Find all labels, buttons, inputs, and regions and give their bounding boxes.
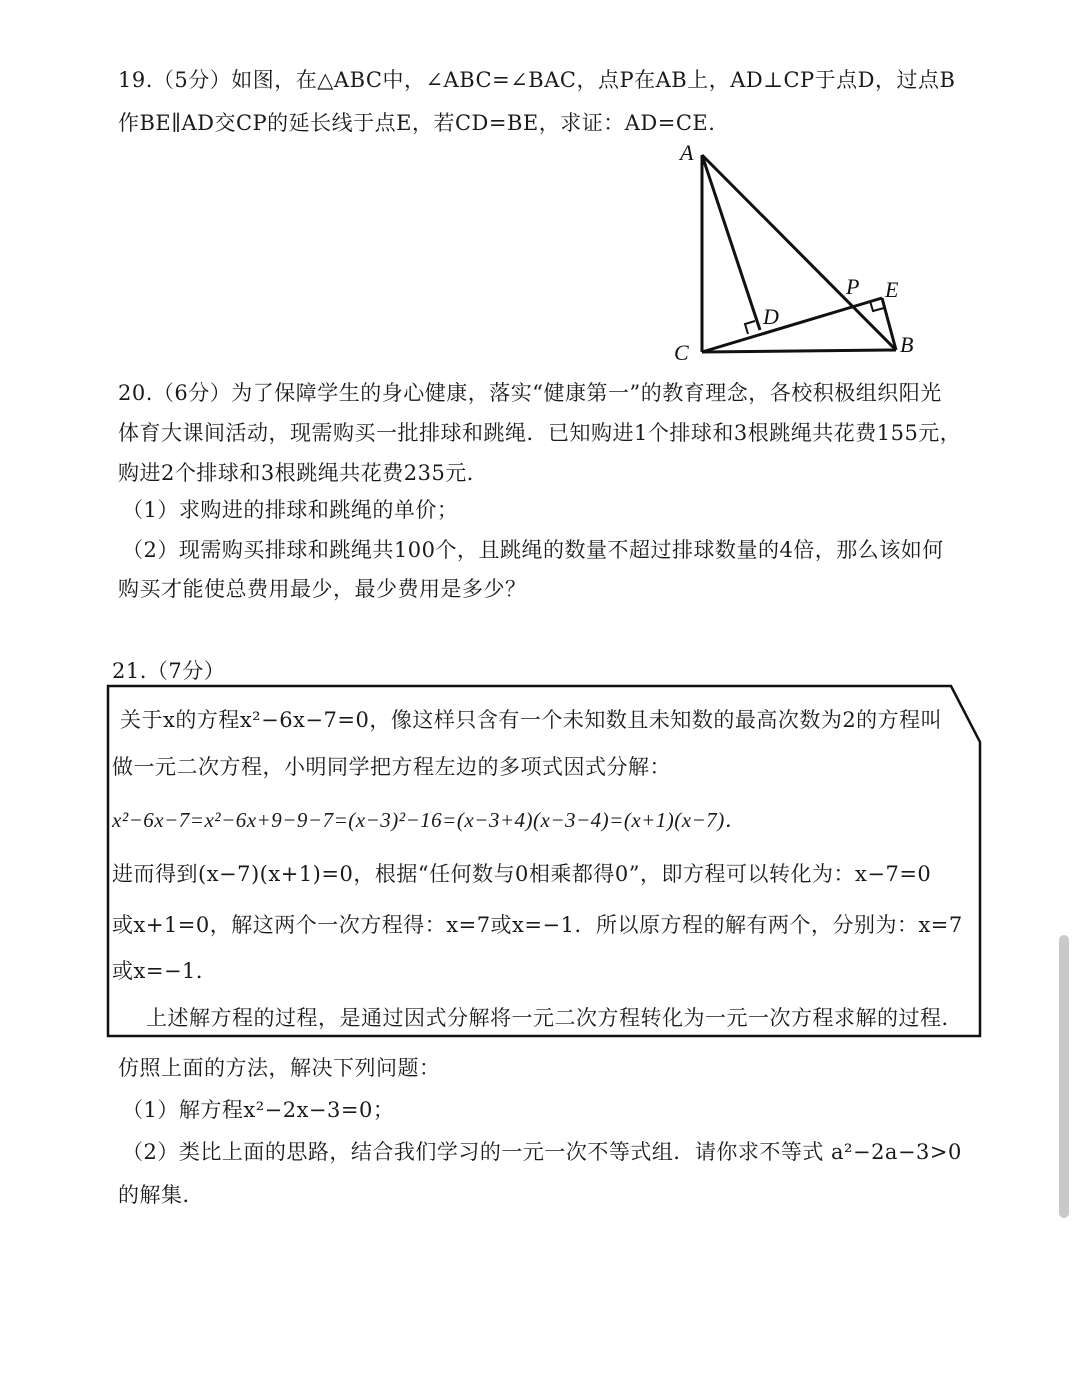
scrollbar-thumb[interactable] [1059, 935, 1069, 1218]
q21-box-line-3: x²−6x−7=x²−6x+9−9−7=(x−3)²−16=(x−3+4)(x−3−4)=(x+1)(x−7)． [112, 808, 747, 832]
side-cb [702, 350, 896, 352]
q21-part-1: （1）解方程x²−2x−3=0； [122, 1098, 395, 1122]
q21-part-2-line-2: 的解集． [118, 1183, 204, 1207]
label-p: P [846, 274, 860, 299]
q21-box-line-4: 进而得到(x−7)(x+1)=0，根据“任何数与0相乘都得0”，即方程可以转化为：x−7=0 [112, 862, 932, 886]
q21-part-2-line-1: （2）类比上面的思路，结合我们学习的一元一次不等式组．请你求不等式 a²−2a−3>0 [122, 1140, 962, 1164]
label-a: A [680, 140, 694, 165]
q21-box-line-7: 上述解方程的过程，是通过因式分解将一元二次方程转化为一元一次方程求解的过程． [146, 1006, 963, 1030]
segment-ce [702, 298, 882, 352]
q19-line-2: 作BE∥AD交CP的延长线于点E，若CD=BE，求证：AD=CE. [118, 111, 716, 135]
q20-line-2: 体育大课间活动，现需购买一批排球和跳绳．已知购进1个排球和3根跳绳共花费155元， [118, 421, 962, 445]
label-e: E [885, 277, 899, 302]
segment-ad [702, 155, 760, 330]
q20-line-3: 购进2个排球和3根跳绳共花费235元． [118, 461, 489, 485]
q20-part-2-line-1: （2）现需购买排球和跳绳共100个，且跳绳的数量不超过排球数量的4倍，那么该如何 [122, 538, 944, 562]
q21-box-line-5: 或x+1=0，解这两个一次方程得：x=7或x=−1．所以原方程的解有两个，分别为：x=7 [112, 913, 963, 937]
q20-part-2-line-2: 购买才能使总费用最少，最少费用是多少？ [118, 577, 527, 601]
side-ab [702, 155, 896, 350]
q20-part-1: （1）求购进的排球和跳绳的单价； [122, 498, 459, 522]
label-b: B [900, 332, 914, 357]
label-d: D [763, 304, 779, 329]
q21-box-line-2: 做一元二次方程，小明同学把方程左边的多项式因式分解： [112, 755, 671, 779]
q20-line-1: 20.（6分）为了保障学生的身心健康，落实“健康第一”的教育理念，各校积极组织阳光 [118, 381, 942, 405]
q19-line-1: 19.（5分）如图，在△ABC中，∠ABC=∠BAC，点P在AB上，AD⊥CP于点D，过点B [118, 68, 956, 92]
label-c: C [674, 340, 689, 365]
q21-header: 21.（7分） [112, 659, 226, 683]
q21-box-line-1: 关于x的方程x²−6x−7=0，像这样只含有一个未知数且未知数的最高次数为2的方程叫 [120, 708, 943, 732]
right-angle-d [745, 321, 755, 334]
q21-after-1: 仿照上面的方法，解决下列问题： [118, 1056, 441, 1080]
q21-box-line-6: 或x=−1． [112, 959, 218, 983]
